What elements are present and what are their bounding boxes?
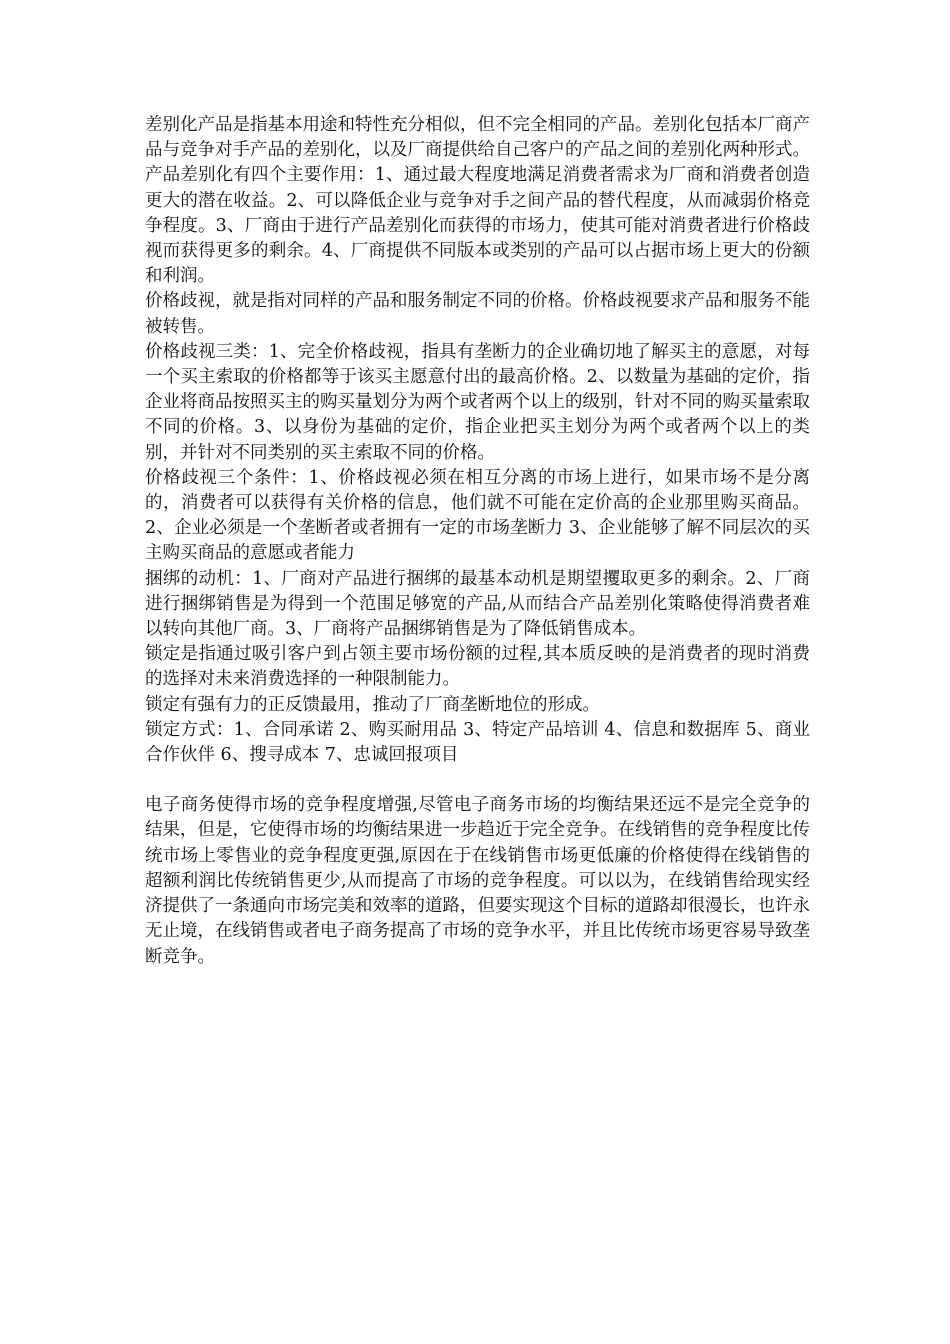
paragraph-bundling-motives: 捆绑的动机：1、厂商对产品进行捆绑的最基本动机是期望攫取更多的剩余。2、厂商进行捆绑销售是为得到一个范围足够宽的产品,从而结合产品差别化策略使得消费者难以转向其他厂商。3、厂商将产品捆绑销售是为了降低销售成本。 [145, 568, 810, 640]
paragraph-lock-in-methods: 锁定方式：1、合同承诺 2、购买耐用品 3、特定产品培训 4、信息和数据库 5、商业合作伙伴 6、搜寻成本 7、忠诚回报项目 [145, 719, 810, 766]
paragraph-ecommerce-competition: 电子商务使得市场的竞争程度增强,尽管电子商务市场的均衡结果还远不是完全竞争的结果，但是，它使得市场的均衡结果进一步趋近于完全竞争。在线销售的竞争程度比传统市场上零售业的竞争程度更强,原因在于在线销售市场更低廉的价格使得在线销售的超额利润比传统销售更少,从而提高了市场的竞争程度。可以以为，在线销售给现实经济提供了一条通向市场完美和效率的道路，但要实现这个目标的道路却很漫长，也许永无止境，在线销售或者电子商务提高了市场的竞争水平，并且比传统市场更容易导致垄断竞争。 [145, 795, 810, 967]
paragraph-price-discrimination: 价格歧视，就是指对同样的产品和服务制定不同的价格。价格歧视要求产品和服务不能被转售。 [145, 291, 810, 337]
paragraph-price-discrimination-conditions: 价格歧视三个条件：1、价格歧视必须在相互分离的市场上进行，如果市场不是分离的，消费者可以获得有关价格的信息，他们就不可能在定价高的企业那里购买商品。2、企业必须是一个垄断者或者拥有一定的市场垄断力 3、企业能够了解不同层次的买主购买商品的意愿或者能力 [145, 467, 810, 564]
paragraph-price-discrimination-types: 价格歧视三类：1、完全价格歧视，指具有垄断力的企业确切地了解买主的意愿，对每一个买主索取的价格都等于该买主愿意付出的最高价格。2、以数量为基础的定价，指企业将商品按照买主的购买量划分为两个或者两个以上的级别，针对不同的购买量索取不同的价格。3、以身份为基础的定价，指企业把买主划分为两个或者两个以上的类别，并针对不同类别的买主索取不同的价格。 [145, 341, 810, 463]
paragraph-lock-in-definition: 锁定是指通过吸引客户到占领主要市场份额的过程,其本质反映的是消费者的现时消费的选择对未来消费选择的一种限制能力。 [145, 644, 810, 690]
document-body [145, 113, 810, 970]
paragraph-spacer [145, 768, 810, 793]
paragraph-lock-in-feedback: 锁定有强有力的正反馈最用，推动了厂商垄断地位的形成。 [145, 694, 600, 715]
paragraph-product-differentiation: 差别化产品是指基本用途和特性充分相似，但不完全相同的产品。差别化包括本厂商产品与竞争对手产品的差别化，以及厂商提供给自己客户的产品之间的差别化两种形式。 [145, 115, 810, 161]
paragraph-differentiation-effects: 产品差别化有四个主要作用：1、通过最大程度地满足消费者需求为厂商和消费者创造更大的潜在收益。2、可以降低企业与竞争对手之间产品的替代程度，从而减弱价格竞争程度。3、厂商由于进行产品差别化而获得的市场力，使其可能对消费者进行价格歧视而获得更多的剩余。4、厂商提供不同版本或类别的产品可以占据市场上更大的份额和利润。 [145, 165, 810, 287]
